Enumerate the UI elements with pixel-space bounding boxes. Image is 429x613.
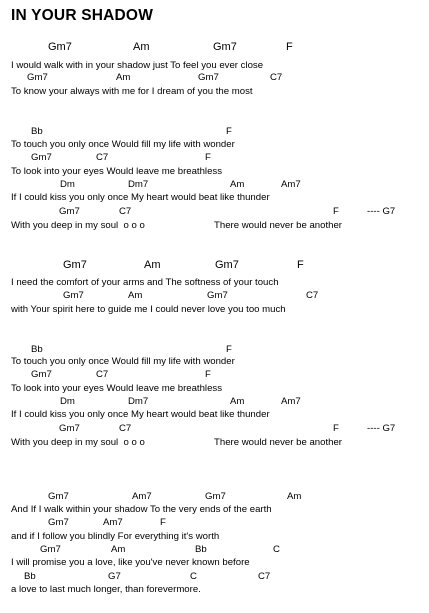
line-text: Gm7 — [59, 423, 80, 434]
line-text: Am — [133, 41, 150, 53]
line-text: Gm7 — [213, 41, 237, 53]
line-text: C7 — [119, 206, 132, 217]
line-text: F — [205, 369, 211, 380]
line-text: C7 — [119, 423, 132, 434]
line-text: I need the comfort of your arms and The softness of your touch — [11, 277, 279, 288]
sheet-line — [0, 72, 429, 84]
sheet-line — [0, 557, 429, 569]
sheet-line — [0, 344, 429, 356]
line-text: Am — [144, 259, 161, 271]
sheet-line — [0, 179, 429, 191]
sheet-line — [0, 369, 429, 381]
line-text: And If I walk within your shadow To the very ends of the earth — [11, 504, 272, 515]
line-text: Gm7 — [48, 517, 69, 528]
sheet-line — [0, 42, 429, 54]
sheet-line — [0, 290, 429, 302]
sheet-line — [0, 260, 429, 272]
sheet-line — [0, 356, 429, 368]
line-text: C7 — [270, 72, 283, 83]
line-text: To touch you only once Would fill my life with wonder — [11, 356, 235, 367]
sheet-line — [0, 206, 429, 218]
line-text: Bb — [31, 126, 43, 137]
line-text: Gm7 — [205, 491, 226, 502]
line-text: C7 — [96, 152, 109, 163]
line-text: To look into your eyes Would leave me breathless — [11, 383, 222, 394]
line-text: C7 — [258, 571, 271, 582]
line-text: Gm7 — [207, 290, 228, 301]
line-text: F — [333, 423, 339, 434]
line-text: Am — [230, 396, 245, 407]
line-text: I will promise you a love, like you've never known before — [11, 557, 250, 568]
line-text: a love to last much longer, than forevermore. — [11, 584, 201, 595]
sheet-line — [0, 504, 429, 516]
line-text: Am7 — [103, 517, 123, 528]
line-text: Gm7 — [215, 259, 239, 271]
line-text: To touch you only once Would fill my life with wonder — [11, 139, 235, 150]
line-text: Dm — [60, 396, 75, 407]
line-text: Am7 — [281, 179, 301, 190]
line-text: Bb — [31, 344, 43, 355]
line-text: ---- G7 — [367, 423, 396, 434]
line-text: Am — [287, 491, 302, 502]
song-title: IN YOUR SHADOW — [11, 7, 154, 24]
line-text: C7 — [96, 369, 109, 380]
line-text: F — [297, 259, 304, 271]
line-text: with Your spirit here to guide me I could never love you too much — [11, 304, 286, 315]
line-text: Gm7 — [31, 369, 52, 380]
line-text: Am — [111, 544, 126, 555]
sheet-line — [0, 86, 429, 98]
sheet-line — [0, 192, 429, 204]
line-text: Gm7 — [48, 41, 72, 53]
line-text: Dm — [60, 179, 75, 190]
line-text: If I could kiss you only once My heart would beat like thunder — [11, 192, 270, 203]
sheet-line — [0, 139, 429, 151]
sheet-line — [0, 423, 429, 435]
line-text: F — [226, 344, 232, 355]
sheet-line — [0, 277, 429, 289]
line-text: There would never be another — [214, 437, 342, 448]
sheet-line — [0, 571, 429, 583]
sheet-line — [0, 383, 429, 395]
line-text: Gm7 — [40, 544, 61, 555]
line-text: Am — [116, 72, 131, 83]
line-text: Am — [128, 290, 143, 301]
line-text: If I could kiss you only once My heart would beat like thunder — [11, 409, 270, 420]
line-text: F — [205, 152, 211, 163]
sheet-line — [0, 584, 429, 596]
line-text: Gm7 — [63, 290, 84, 301]
line-text: Gm7 — [48, 491, 69, 502]
line-text: Gm7 — [27, 72, 48, 83]
line-text: Gm7 — [59, 206, 80, 217]
line-text: Bb — [24, 571, 36, 582]
sheet-line — [0, 60, 429, 72]
sheet-line — [0, 409, 429, 421]
sheet-line — [0, 544, 429, 556]
line-text: ---- G7 — [367, 206, 396, 217]
line-text: G7 — [108, 571, 121, 582]
line-text: Dm7 — [128, 396, 149, 407]
line-text: and if I follow you blindly For everything it's worth — [11, 531, 220, 542]
line-text: There would never be another — [214, 220, 342, 231]
line-text: Dm7 — [128, 179, 149, 190]
sheet-line — [0, 166, 429, 178]
line-text: F — [333, 206, 339, 217]
line-text: Am7 — [281, 396, 301, 407]
line-text: To know your always with me for I dream of you the most — [11, 86, 253, 97]
line-text: Am7 — [132, 491, 152, 502]
line-text: Gm7 — [31, 152, 52, 163]
sheet-line — [0, 437, 429, 449]
line-text: Bb — [195, 544, 207, 555]
line-text: C7 — [306, 290, 319, 301]
line-text: F — [226, 126, 232, 137]
sheet-line — [0, 491, 429, 503]
line-text: Am — [230, 179, 245, 190]
line-text: F — [286, 41, 293, 53]
line-text: C — [273, 544, 280, 555]
line-text: F — [160, 517, 166, 528]
sheet-line — [0, 531, 429, 543]
sheet-line — [0, 396, 429, 408]
line-text: C — [190, 571, 197, 582]
line-text: I would walk with in your shadow just To feel you ever close — [11, 60, 264, 71]
line-text: Gm7 — [63, 259, 87, 271]
line-text: Gm7 — [198, 72, 219, 83]
line-text: With you deep in my soul o o o — [11, 437, 145, 448]
sheet-line — [0, 220, 429, 232]
sheet-line — [0, 304, 429, 316]
line-text: To look into your eyes Would leave me breathless — [11, 166, 222, 177]
line-text: With you deep in my soul o o o — [11, 220, 145, 231]
sheet-line — [0, 517, 429, 529]
sheet-line — [0, 126, 429, 138]
sheet-line — [0, 152, 429, 164]
